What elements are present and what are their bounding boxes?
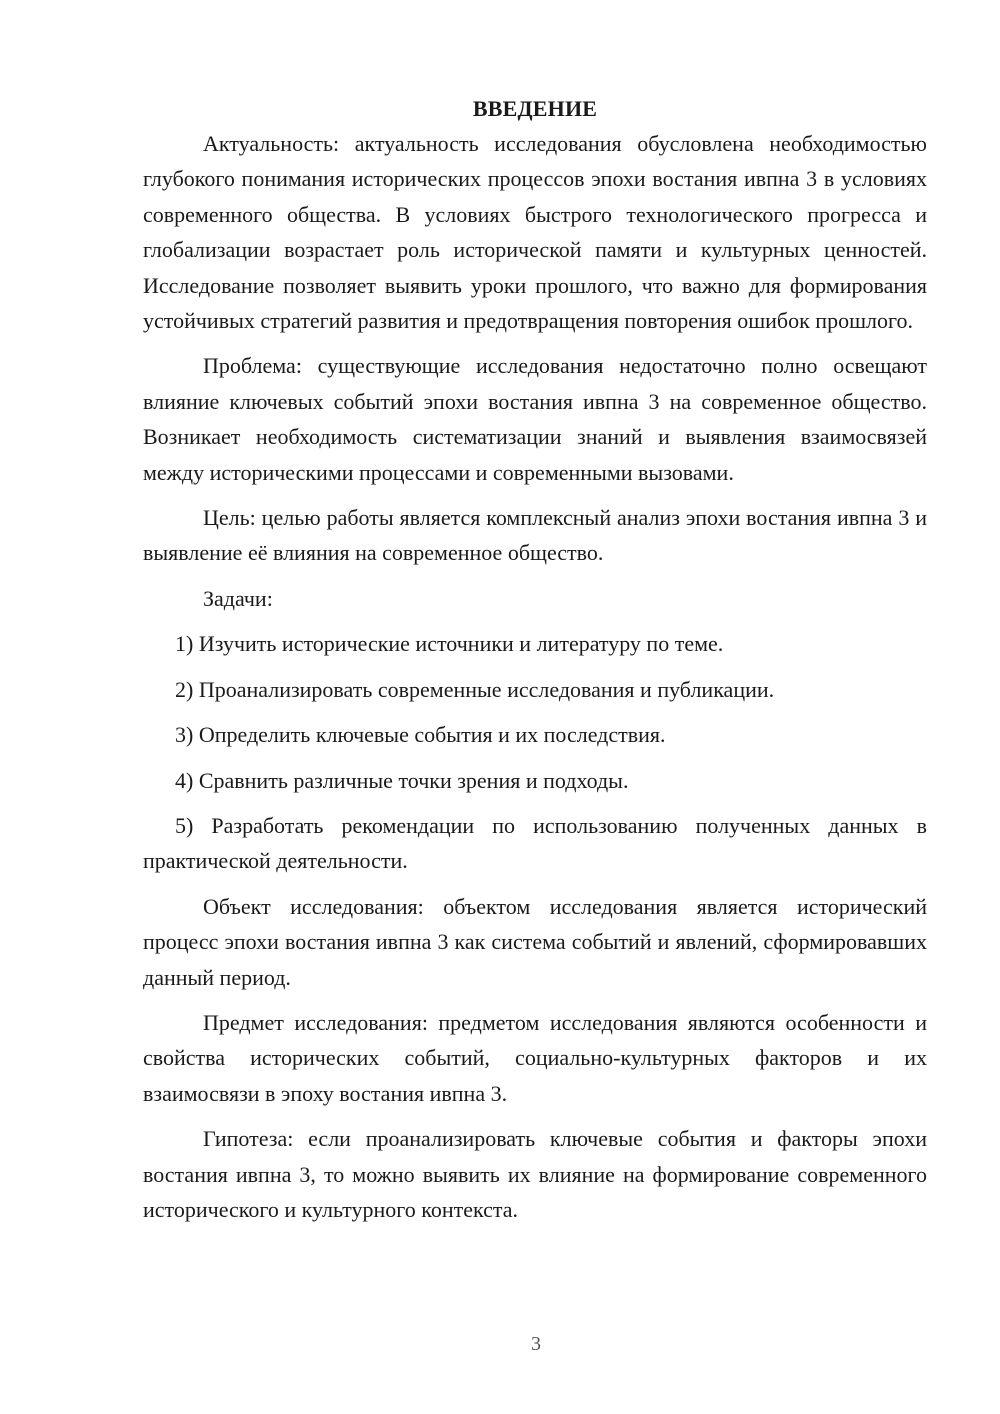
task-item-4: 4) Сравнить различные точки зрения и подходы. [175,767,629,793]
object-paragraph: Объект исследования: объектом исследования является исторический процесс эпохи востания ивпна 3 как система событий и явлений, сформировавших данный период. [143,893,927,990]
hypothesis-paragraph: Гипотеза: если проанализировать ключевые события и факторы эпохи востания ивпна 3, то можно выявить их влияние на формирование современного исторического и культурного контекста. [143,1126,927,1222]
task-item-2: 2) Проанализировать современные исследования и публикации. [175,676,775,702]
task-item-1: 1) Изучить исторические источники и литературу по теме. [175,631,724,657]
document-title: ВВЕДЕНИЕ [472,96,598,121]
problem-paragraph: Проблема: существующие исследования недостаточно полно освещают влияние ключевых событий эпохи востания ивпна 3 на современное общество. Возникает необходимость систематизации знаний и выявления взаимосвязей между историческими процессами и современными вызовами. [143,353,927,485]
document-page [143,92,927,1227]
subject-paragraph: Предмет исследования: предметом исследования являются особенности и свойства исторических событий, социально-культурных факторов и их взаимосвязи в эпоху востания ивпна 3. [143,1009,927,1106]
tasks-heading: Задачи: [203,585,273,611]
relevance-paragraph: Актуальность: актуальность исследования обусловлена необходимостью глубокого понимания исторических процессов эпохи востания ивпна 3 в условиях современного общества. В условиях быстрого технологического прогресса и глобализации возрастает роль исторической памяти и культурных ценностей. Исследование позволяет выявить уроки прошлого, что важно для формирования устойчивых стратегий развития и предотвращения повторения ошибок прошлого. [143,131,927,334]
page-number: 3 [531,1333,541,1355]
task-item-5: 5) Разработать рекомендации по использованию полученных данных в практической деятельности. [143,812,927,874]
task-item-3: 3) Определить ключевые события и их последствия. [175,722,666,748]
goal-paragraph: Цель: целью работы является комплексный анализ эпохи востания ивпна 3 и выявление её влияния на современное общество. [143,505,927,566]
